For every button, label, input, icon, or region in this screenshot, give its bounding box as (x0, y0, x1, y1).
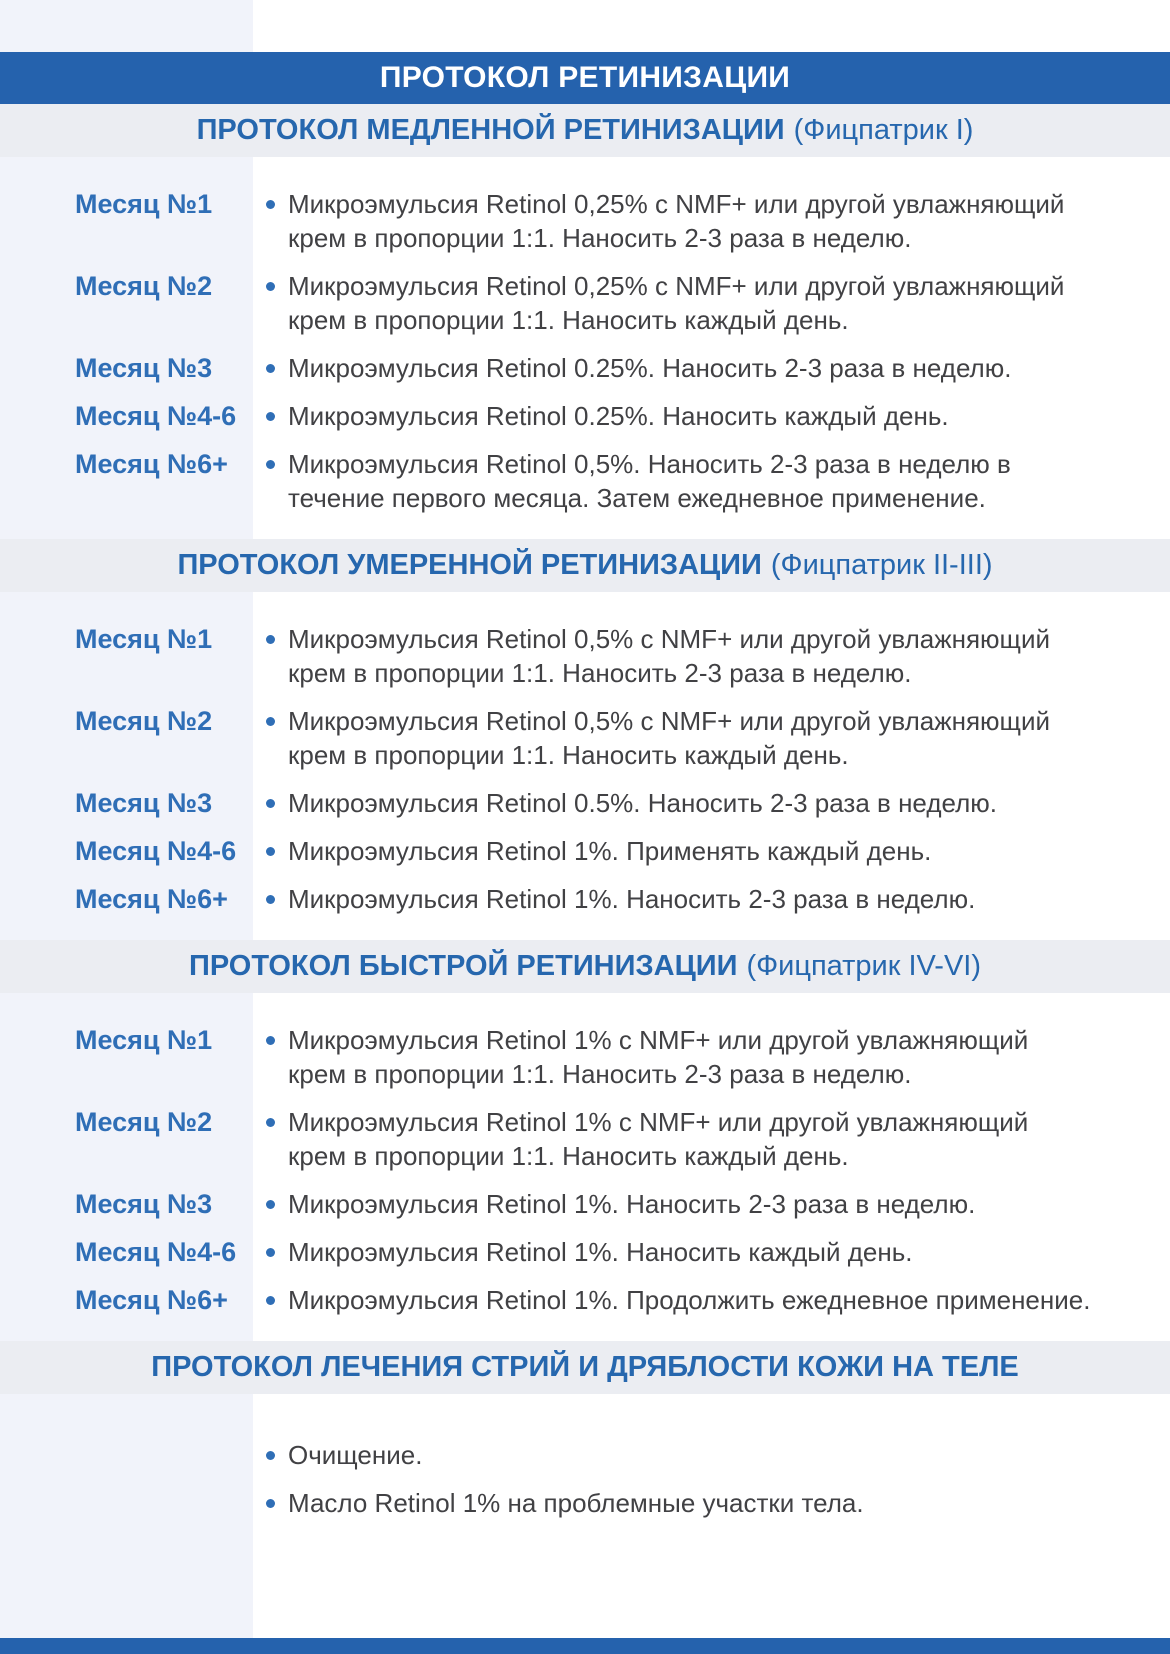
month-cell (0, 399, 253, 433)
section-heading: ПРОТОКОЛ УМЕРЕННОЙ РЕТИНИЗАЦИИ (177, 549, 762, 581)
bullet-item (253, 834, 1170, 868)
bullet-item (253, 622, 1170, 690)
bullet-text: Микроэмульсия Retinol 0.5%. Наносить 2-3 раза в неделю. (288, 788, 997, 818)
section-heading: ПРОТОКОЛ ЛЕЧЕНИЯ СТРИЙ И ДРЯБЛОСТИ КОЖИ НА ТЕЛЕ (151, 1351, 1019, 1383)
bullet-item (253, 447, 1170, 515)
bullet-dot-icon (266, 364, 275, 373)
bullet-item (253, 399, 1170, 433)
section-band-body-treatment (0, 1341, 1170, 1394)
bullet-text: Масло Retinol 1% на проблемные участки тела. (288, 1488, 864, 1518)
month-label: Месяц №2 (75, 271, 213, 301)
month-cell (0, 786, 253, 820)
month-cell (0, 1105, 253, 1139)
protocol-row (0, 1187, 1170, 1221)
month-label: Месяц №2 (75, 1107, 213, 1137)
section-fast-retinization (0, 993, 1170, 1341)
page-title: ПРОТОКОЛ РЕТИНИЗАЦИИ (379, 61, 791, 94)
month-label: Месяц №1 (75, 1025, 213, 1055)
section-body-treatment (0, 1394, 1170, 1544)
bullet-text: Микроэмульсия Retinol 0,5% с NMF+ или другой увлажняющий крем в пропорции 1:1. Наносить каждый день. (288, 706, 1050, 770)
month-cell (0, 1283, 253, 1317)
bullet-item (253, 1023, 1170, 1091)
protocol-row (0, 1235, 1170, 1269)
month-cell (0, 269, 253, 303)
month-cell (0, 1235, 253, 1269)
month-label: Месяц №3 (75, 353, 213, 383)
month-cell (0, 187, 253, 221)
section-heading-note: (Фицпатрик I) (793, 114, 974, 146)
bullet-text: Микроэмульсия Retinol 1%. Наносить 2-3 раза в неделю. (288, 1189, 976, 1219)
bullet-text: Микроэмульсия Retinol 1%. Наносить 2-3 раза в неделю. (288, 884, 976, 914)
section-band-fast (0, 940, 1170, 993)
bullet-text: Микроэмульсия Retinol 0,5% с NMF+ или другой увлажняющий крем в пропорции 1:1. Наносить 2-3 раза в неделю. (288, 624, 1050, 688)
month-cell (0, 1187, 253, 1221)
month-cell (0, 351, 253, 385)
month-label: Месяц №6+ (75, 884, 228, 914)
section-heading-note: (Фицпатрик IV-VI) (746, 950, 982, 982)
month-label: Месяц №4-6 (75, 836, 237, 866)
protocol-row (0, 622, 1170, 690)
bullet-item (253, 269, 1170, 337)
protocol-row (0, 399, 1170, 433)
bullet-text: Микроэмульсия Retinol 0,25% с NMF+ или другой увлажняющий крем в пропорции 1:1. Наносить каждый день. (288, 271, 1065, 335)
bullet-text: Микроэмульсия Retinol 1%. Наносить каждый день. (288, 1237, 913, 1267)
section-moderate-retinization (0, 592, 1170, 940)
bullet-item (253, 1486, 1170, 1520)
bullet-text: Микроэмульсия Retinol 0,25% с NMF+ или другой увлажняющий крем в пропорции 1:1. Наносить 2-3 раза в неделю. (288, 189, 1065, 253)
bullet-dot-icon (266, 847, 275, 856)
bullet-dot-icon (266, 1036, 275, 1045)
month-label: Месяц №4-6 (75, 401, 237, 431)
section-slow-retinization (0, 157, 1170, 539)
month-label: Месяц №2 (75, 706, 213, 736)
section-heading: ПРОТОКОЛ МЕДЛЕННОЙ РЕТИНИЗАЦИИ (196, 114, 785, 146)
month-cell (0, 704, 253, 738)
bullet-item (253, 1105, 1170, 1173)
bullet-dot-icon (266, 412, 275, 421)
bullet-text: Микроэмульсия Retinol 0.25%. Наносить каждый день. (288, 401, 949, 431)
bullet-dot-icon (266, 895, 275, 904)
bullet-item (253, 786, 1170, 820)
bullet-dot-icon (266, 460, 275, 469)
page-title-bar (0, 52, 1170, 104)
bullet-item (253, 1438, 1170, 1472)
bullet-item (253, 1187, 1170, 1221)
protocol-row (0, 447, 1170, 515)
protocol-row (0, 351, 1170, 385)
section-heading-note: (Фицпатрик II-III) (770, 549, 993, 581)
month-label: Месяц №1 (75, 189, 213, 219)
protocol-row (0, 1105, 1170, 1173)
section-band-slow (0, 104, 1170, 157)
month-cell (0, 882, 253, 916)
bullet-text: Микроэмульсия Retinol 1%. Применять каждый день. (288, 836, 932, 866)
footer-bar (0, 1638, 1170, 1654)
month-cell (0, 447, 253, 481)
month-label: Месяц №3 (75, 788, 213, 818)
top-spacer (0, 0, 1170, 52)
protocol-row (0, 269, 1170, 337)
bullet-dot-icon (266, 1499, 275, 1508)
protocol-row (0, 834, 1170, 868)
month-label: Месяц №3 (75, 1189, 213, 1219)
bullet-item (253, 704, 1170, 772)
bullet-text: Очищение. (288, 1440, 423, 1470)
month-cell (0, 834, 253, 868)
bullet-dot-icon (266, 1248, 275, 1257)
protocol-row (0, 786, 1170, 820)
month-cell (0, 1023, 253, 1057)
bullet-dot-icon (266, 1296, 275, 1305)
protocol-row (0, 1438, 1170, 1472)
bullet-text: Микроэмульсия Retinol 1%. Продолжить ежедневное применение. (288, 1285, 1091, 1315)
bullet-text: Микроэмульсия Retinol 0,5%. Наносить 2-3 раза в неделю в течение первого месяца. Затем ежедневное применение. (288, 449, 1011, 513)
bullet-dot-icon (266, 635, 275, 644)
bullet-item (253, 882, 1170, 916)
bullet-item (253, 187, 1170, 255)
protocol-row (0, 1283, 1170, 1317)
section-band-moderate (0, 539, 1170, 592)
protocol-row (0, 882, 1170, 916)
month-cell (0, 622, 253, 656)
bullet-text: Микроэмульсия Retinol 0.25%. Наносить 2-3 раза в неделю. (288, 353, 1012, 383)
month-label: Месяц №6+ (75, 1285, 228, 1315)
bullet-dot-icon (266, 1200, 275, 1209)
bullet-dot-icon (266, 1118, 275, 1127)
bullet-item (253, 1283, 1170, 1317)
protocol-row (0, 1486, 1170, 1520)
bullet-dot-icon (266, 717, 275, 726)
bullet-dot-icon (266, 1451, 275, 1460)
month-label: Месяц №1 (75, 624, 213, 654)
bullet-text: Микроэмульсия Retinol 1% с NMF+ или другой увлажняющий крем в пропорции 1:1. Наносить каждый день. (288, 1107, 1029, 1171)
bullet-dot-icon (266, 282, 275, 291)
section-heading: ПРОТОКОЛ БЫСТРОЙ РЕТИНИЗАЦИИ (188, 950, 738, 982)
protocol-row (0, 1023, 1170, 1091)
protocol-row (0, 704, 1170, 772)
bullet-item (253, 1235, 1170, 1269)
bullet-item (253, 351, 1170, 385)
bullet-dot-icon (266, 799, 275, 808)
bullet-dot-icon (266, 200, 275, 209)
month-label: Месяц №6+ (75, 449, 228, 479)
month-label: Месяц №4-6 (75, 1237, 237, 1267)
bullet-text: Микроэмульсия Retinol 1% с NMF+ или другой увлажняющий крем в пропорции 1:1. Наносить 2-3 раза в неделю. (288, 1025, 1029, 1089)
protocol-row (0, 187, 1170, 255)
